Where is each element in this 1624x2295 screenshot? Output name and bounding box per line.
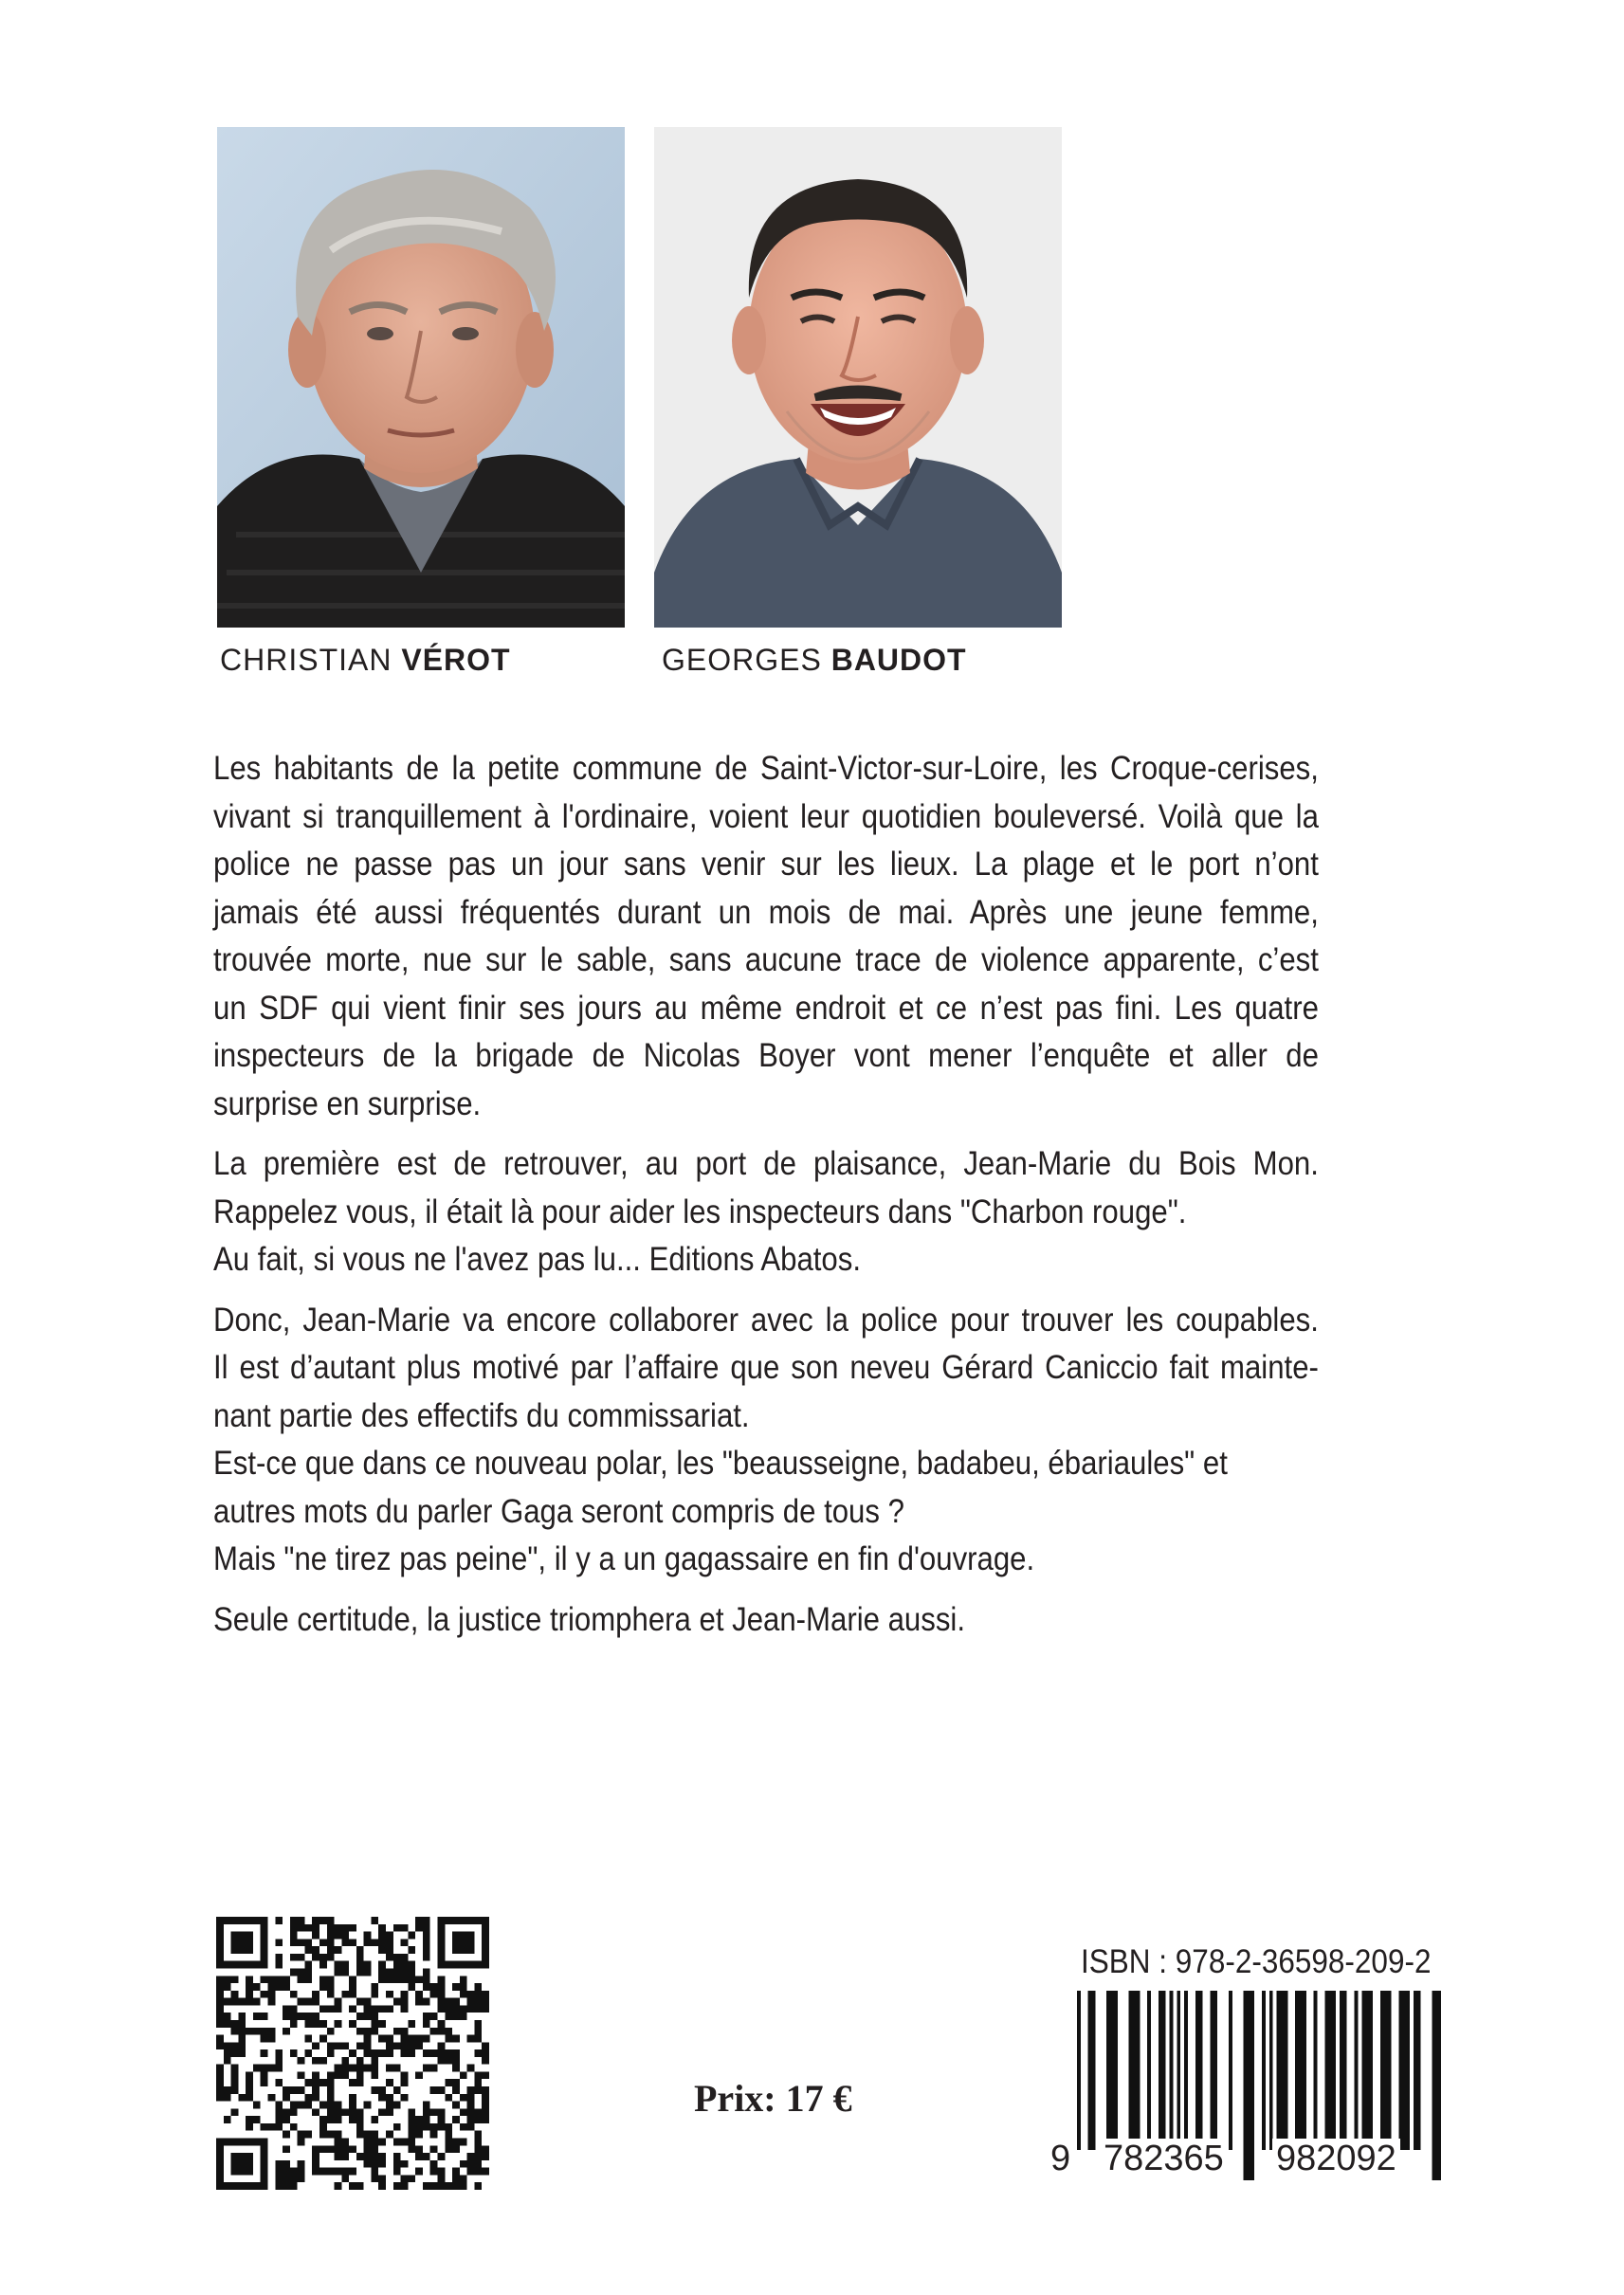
author-photo-georges-baudot [654, 127, 1062, 628]
blurb-line: trouvée morte, nue sur le sable, sans aucune trace de violence apparente, c’est [213, 941, 1319, 978]
qr-code-graphic [216, 1917, 489, 2190]
blurb-line: Rappelez vous, il était là pour aider les inspecteurs dans "Charbon rouge". [213, 1193, 1187, 1230]
author-1-first-name: CHRISTIAN [220, 643, 392, 677]
blurb-line: Au fait, si vous ne l'avez pas lu... Editions Abatos. [213, 1241, 861, 1278]
blurb-line: vivant si tranquillement à l'ordinaire, voient leur quotidien bouleversé. Voilà que la [213, 797, 1319, 835]
blurb-line: jamais été aussi fréquentés durant un mois de mai. Après une jeune femme, [213, 893, 1319, 931]
author-1-last-name: VÉROT [401, 643, 511, 677]
blurb-line: un SDF qui vient finir ses jours au même endroit et ce n’est pas fini. Les quatre [213, 989, 1319, 1027]
price-label: Prix: 17 € [694, 2077, 852, 2120]
barcode-digits-right: 982092 [1272, 2139, 1400, 2179]
blurb-line: surprise en surprise. [213, 1084, 482, 1122]
blurb-paragraph-1 [213, 745, 1319, 1128]
back-cover-blurb [213, 745, 1319, 1656]
blurb-paragraph-3 [213, 1297, 1319, 1584]
blurb-line: Les habitants de la petite commune de Saint-Victor-sur-Loire, les Croque-cerises, [213, 750, 1319, 787]
author-portrait-2 [654, 127, 1062, 628]
blurb-line: Mais "ne tirez pas peine", il y a un gagassaire en fin d'ouvrage. [213, 1540, 1035, 1577]
blurb-line: autres mots du parler Gaga seront compris de tous ? [213, 1492, 904, 1530]
author-2-last-name: BAUDOT [830, 643, 967, 677]
barcode-digit-lead: 9 [1050, 2139, 1071, 2178]
blurb-line: Il est d’autant plus motivé par l’affaire que son neveu Gérard Caniccio fait mainte- [213, 1349, 1319, 1386]
blurb-line: Seule certitude, la justice triomphera et Jean-Marie aussi. [213, 1600, 965, 1638]
author-name-1 [220, 643, 511, 678]
blurb-line: nant partie des effectifs du commissariat. [213, 1396, 750, 1434]
author-name-2 [662, 643, 967, 678]
author-2-first-name: GEORGES [662, 643, 822, 677]
qr-code [216, 1917, 489, 2190]
barcode-digits-left: 782365 [1100, 2139, 1228, 2179]
author-photo-christian-verot [217, 127, 625, 628]
blurb-paragraph-4 [213, 1596, 1319, 1645]
blurb-line: inspecteurs de la brigade de Nicolas Boyer vont mener l’enquête et aller de [213, 1037, 1319, 1074]
blurb-line: La première est de retrouver, au port de plaisance, Jean-Marie du Bois Mon. [213, 1145, 1319, 1182]
blurb-line: Est-ce que dans ce nouveau polar, les "beausseigne, badabeu, ébariaules" et [213, 1445, 1228, 1482]
isbn-label: ISBN : 978-2-36598-209-2 [1081, 1943, 1432, 1980]
blurb-line: Donc, Jean-Marie va encore collaborer avec la police pour trouver les coupables. [213, 1301, 1319, 1339]
blurb-paragraph-2 [213, 1140, 1319, 1284]
blurb-line: police ne passe pas un jour sans venir sur les lieux. La plage et le port n’ont [213, 846, 1319, 883]
author-portrait-1 [217, 127, 625, 628]
